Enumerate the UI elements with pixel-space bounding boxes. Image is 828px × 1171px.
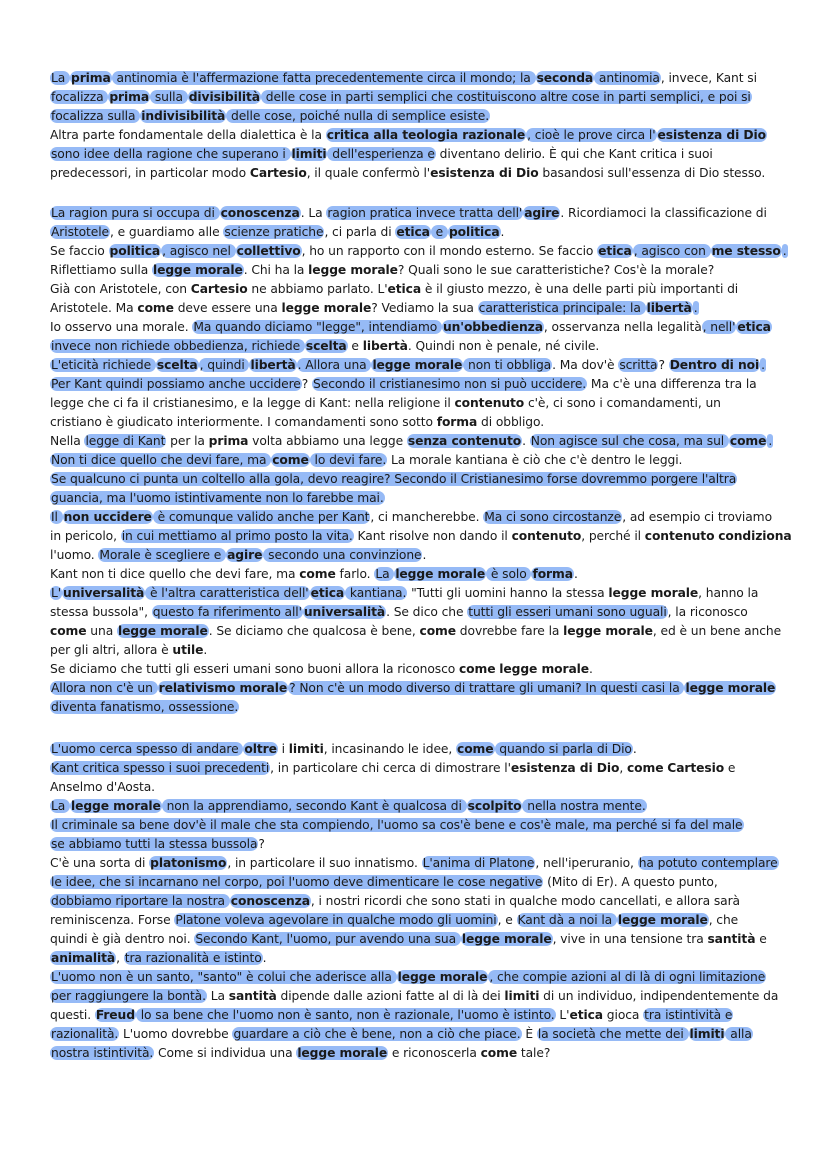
text-line: l'uomo. Morale è scegliere e agire secondo una convinzione.	[50, 548, 427, 562]
text-line: Se faccio politica , agisco nel collettivo, ho un rapporto con il mondo esterno. Se faccio etica , agisco con me stesso .	[50, 244, 787, 258]
text-line: La ragion pura si occupa di conoscenza. La ragion pratica invece tratta dell' agire. Ricordiamoci la classificazione di	[51, 206, 767, 220]
text-line: Aristotele. Ma come deve essere una legge morale? Vediamo la sua caratteristica principale: la libertà .	[50, 301, 698, 315]
text-line: Se diciamo che tutti gli esseri umani sono buoni allora la riconosco come legge morale.	[50, 662, 593, 676]
text-line: come una legge morale. Se diciamo che qualcosa è bene, come dovrebbe fare la legge morale, ed è un bene anche	[50, 624, 782, 638]
text-line: Nella legge di Kant per la prima volta abbiamo una legge senza contenuto. Non agisce sul che cosa, ma sul come .	[50, 434, 773, 448]
text-line: Allora non c'è un relativismo morale ? Non c'è un modo diverso di trattare gli umani? In questi casi la legge morale	[51, 681, 776, 695]
text-line: per gli altri, allora è utile.	[50, 643, 208, 657]
text-line: L'uomo non è un santo, "santo" è colui che aderisce alla legge morale , che compie azioni al di là di ogni limitazione	[51, 970, 766, 984]
text-line: cristiano è giudicato interiormente. I comandamenti sono sotto forma di obbligo.	[50, 415, 545, 429]
text-line: C'è una sorta di platonismo, in particolare il suo innatismo. L'anima di Platone, nell'iperuranio, ha potuto contemplare	[50, 856, 778, 870]
text-line: L'eticità richiede scelta , quindi libertà . Allora una legge morale non ti obbliga. Ma dov'è scritta? Dentro di noi .	[51, 358, 765, 372]
text-line: Riflettiamo sulla legge morale. Chi ha la legge morale? Quali sono le sue caratteristiche? Cos'è la morale?	[50, 263, 715, 277]
text-line: guancia, ma l'uomo istintivamente non lo farebbe mai.	[51, 491, 384, 505]
paragraph-limiti-platonismo	[50, 740, 780, 1063]
text-line: le idee, che si incarnano nel corpo, poi l'uomo deve dimenticare le cose negative (Mito di Er). A questo punto,	[51, 875, 718, 889]
text-line: invece non richiede obbedienza, richiede scelta e libertà. Quindi non è penale, né civile.	[51, 339, 600, 353]
text-line: La legge morale non la apprendiamo, secondo Kant è qualcosa di scolpito nella nostra mente.	[51, 799, 646, 813]
text-line: Il criminale sa bene dov'è il male che sta compiendo, l'uomo sa cos'è bene e cos'è male, ma perché si fa del male	[51, 818, 743, 832]
text-line: Altra parte fondamentale della dialettica è la critica alla teologia razionale , cioè le prove circa l' esistenza di Dio	[50, 128, 766, 142]
text-line: L' universalità è l'altra caratteristica dell' etica kantiana. "Tutti gli uomini hanno la stessa legge morale, hanno la	[51, 586, 759, 600]
text-line: Kant critica spesso i suoi precedenti, in particolare chi cerca di dimostrare l'esistenza di Dio, come Cartesio e	[51, 761, 736, 775]
text-line: diventa fanatismo, ossessione.	[51, 700, 239, 714]
text-line: Non ti dice quello che devi fare, ma come lo devi fare. La morale kantiana è ciò che c'è dentro le leggi.	[51, 453, 683, 467]
text-line: Per Kant quindi possiamo anche uccidere? Secondo il cristianesimo non si può uccidere. Ma c'è una differenza tra la	[51, 377, 757, 391]
text-line: Aristotele, e guardiamo alle scienze pratiche, ci parla di etica e politica.	[51, 225, 505, 239]
text-line: per raggiungere la bontà. La santità dipende dalle azioni fatte al di là dei limiti di un individuo, indipendentemente da	[51, 989, 779, 1003]
text-line: sono idee della ragione che superano i limiti dell'esperienza e diventano delirio. È qui che Kant critica i suoi	[51, 147, 713, 161]
text-line: legge che ci fa il cristianesimo, e la legge di Kant: nella religione il contenuto c'è, ci sono i comandamenti, un	[50, 396, 721, 410]
text-line: Se qualcuno ci punta un coltello alla gola, devo reagire? Secondo il Cristianesimo forse dovremmo porgere l'altra	[51, 472, 737, 486]
text-line: animalità, tra razionalità e istinto.	[51, 951, 267, 965]
text-line: in pericolo, in cui mettiamo al primo posto la vita. Kant risolve non dando il contenuto, perché il contenuto condiziona	[50, 529, 792, 543]
text-line: focalizza prima sulla divisibilità delle cose in parti semplici che costituiscono altre cose in parti semplici, e poi si	[51, 90, 751, 104]
text-line: Anselmo d'Aosta.	[50, 780, 155, 794]
text-line: Il non uccidere è comunque valido anche per Kant, ci mancherebbe. Ma ci sono circostanze, ad esempio ci troviamo	[51, 510, 772, 524]
text-line: L'uomo cerca spesso di andare oltre i limiti, incasinando le idee, come quando si parla di Dio.	[51, 742, 637, 756]
text-line: stessa bussola", questo fa riferimento all' universalità. Se dico che tutti gli esseri umani sono uguali, la riconosco	[50, 605, 748, 619]
paragraph-antinomie	[50, 69, 780, 183]
text-line: quindi è già dentro noi. Secondo Kant, l'uomo, pur avendo una sua legge morale, vive in una tensione tra santità e	[50, 932, 767, 946]
text-line: La prima antinomia è l'affermazione fatta precedentemente circa il mondo; la seconda antinomia, invece, Kant si	[51, 71, 757, 85]
text-line: Già con Aristotele, con Cartesio ne abbiamo parlato. L'etica è il giusto mezzo, è una delle parti più importanti di	[50, 282, 739, 296]
text-line: nostra istintività. Come si individua una legge morale e riconoscerla come tale?	[51, 1046, 551, 1060]
paragraph-ragion-pratica	[50, 204, 792, 717]
text-line: se abbiamo tutti la stessa bussola?	[51, 837, 265, 851]
text-line: Io osservo una morale. Ma quando diciamo "legge", intendiamo un'obbedienza, osservanza nella legalità, nell' etica	[50, 320, 771, 334]
text-line: reminiscenza. Forse Platone voleva agevolare in qualche modo gli uomini, e Kant dà a noi la legge morale, che	[50, 913, 739, 927]
text-line: razionalità. L'uomo dovrebbe guardare a ciò che è bene, non a ciò che piace. È la società che mette dei limiti alla	[51, 1027, 752, 1041]
text-line: predecessori, in particolar modo Cartesio, il quale confermò l'esistenza di Dio basandosi sull'essenza di Dio stesso.	[50, 166, 766, 180]
text-line: dobbiamo riportare la nostra conoscenza, i nostri ricordi che sono stati in qualche modo cancellati, e allora sarà	[51, 894, 740, 908]
text-line: Kant non ti dice quello che devi fare, ma come farlo. La legge morale è solo forma.	[50, 567, 578, 581]
text-line: focalizza sulla indivisibilità delle cose, poiché nulla di semplice esiste.	[51, 109, 490, 123]
text-line: questi. Freud lo sa bene che l'uomo non è santo, non è razionale, l'uomo è istinto. L'etica gioca tra istintività e	[50, 1008, 733, 1022]
